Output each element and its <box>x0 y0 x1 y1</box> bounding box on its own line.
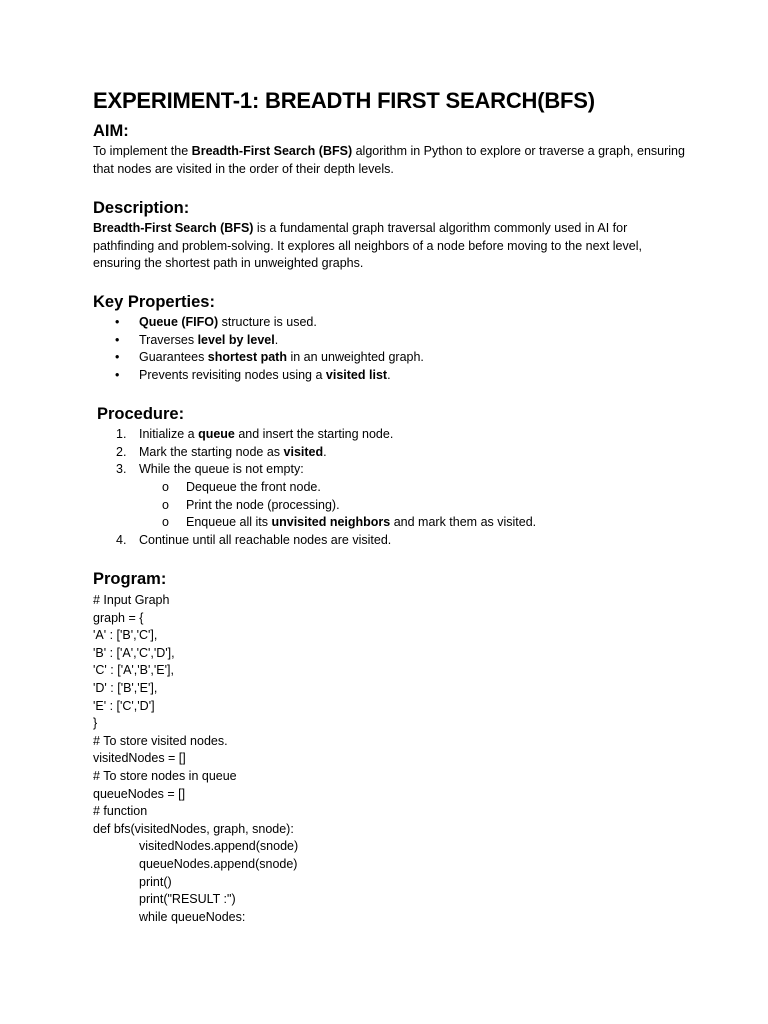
sub-bullet-marker: o <box>162 515 169 529</box>
text-pre: While the queue is not empty: <box>139 462 304 476</box>
text-bold: visited list <box>325 368 388 382</box>
aim-heading: AIM: <box>93 122 129 140</box>
page-title: EXPERIMENT-1: BREADTH FIRST SEARCH(BFS) <box>93 88 595 113</box>
text-pre: Prevents revisiting nodes using a <box>139 368 326 382</box>
substep-text <box>186 514 536 532</box>
code-line: queueNodes.append(snode) <box>139 857 298 871</box>
code-line: } <box>93 716 98 730</box>
list-item-text <box>139 349 424 367</box>
step-number: 1. <box>116 427 127 441</box>
step-text <box>139 426 393 444</box>
text-post: . <box>274 333 279 347</box>
substep-text <box>186 497 340 515</box>
code-line: print() <box>139 875 172 889</box>
text-pre: Traverses <box>139 333 198 347</box>
code-line: # function <box>93 804 148 818</box>
text-bold: queue <box>198 427 235 441</box>
code-line: 'E' : ['C','D'] <box>93 699 155 713</box>
aim-text-bold: Breadth-First Search (BFS) <box>191 144 353 158</box>
step-text <box>139 444 327 462</box>
bullet-marker: • <box>115 350 120 364</box>
text-pre: Print the node (processing). <box>186 498 340 512</box>
description-text-post: is a fundamental graph traversal algorithm commonly used in AI for pathfinding and problem-solving. It explores all neighbors of a node before moving to the next level, ensuring the shortest path in unweighted graphs. <box>93 221 642 271</box>
text-post: and mark them as visited. <box>390 515 537 529</box>
aim-text-pre: To implement the <box>93 144 192 158</box>
code-line: # To store visited nodes. <box>93 734 228 748</box>
step-number: 4. <box>116 533 127 547</box>
key-properties-heading: Key Properties: <box>93 293 215 311</box>
text-post: in an unweighted graph. <box>286 350 424 364</box>
substep-text <box>186 479 321 497</box>
text-post: structure is used. <box>218 315 317 329</box>
description-heading: Description: <box>93 199 190 217</box>
step-text <box>139 532 391 550</box>
code-line: visitedNodes = [] <box>93 751 186 765</box>
text-pre: Guarantees <box>139 350 208 364</box>
code-line: print("RESULT :") <box>139 892 236 906</box>
aim-text-post: algorithm in Python to explore or traverse a graph, ensuring that nodes are visited in the order of their depth levels. <box>93 144 685 176</box>
sub-bullet-marker: o <box>162 480 169 494</box>
code-line: # Input Graph <box>93 593 170 607</box>
bullet-marker: • <box>115 333 120 347</box>
step-text <box>139 461 304 479</box>
text-post: . <box>323 445 327 459</box>
aim-paragraph <box>93 143 693 178</box>
text-bold: shortest path <box>207 350 287 364</box>
text-bold: visited <box>283 445 324 459</box>
text-bold: level by level <box>197 333 275 347</box>
text-pre: Mark the starting node as <box>139 445 284 459</box>
text-pre: Continue until all reachable nodes are visited. <box>139 533 392 547</box>
list-item-text <box>139 367 391 385</box>
bullet-marker: • <box>115 368 120 382</box>
code-line: 'A' : ['B','C'], <box>93 628 158 642</box>
step-number: 2. <box>116 445 127 459</box>
code-line: 'D' : ['B','E'], <box>93 681 158 695</box>
code-line: 'C' : ['A','B','E'], <box>93 663 174 677</box>
text-pre: Enqueue all its <box>186 515 272 529</box>
text-pre: Initialize a <box>139 427 199 441</box>
code-line: graph = { <box>93 611 144 625</box>
code-line: queueNodes = [] <box>93 787 186 801</box>
code-line: 'B' : ['A','C','D'], <box>93 646 175 660</box>
code-line: def bfs(visitedNodes, graph, snode): <box>93 822 294 836</box>
procedure-heading: Procedure: <box>97 405 185 423</box>
code-line: # To store nodes in queue <box>93 769 237 783</box>
code-line: visitedNodes.append(snode) <box>139 839 299 853</box>
step-number: 3. <box>116 462 127 476</box>
list-item-text <box>139 314 317 332</box>
text-post: and insert the starting node. <box>234 427 394 441</box>
description-text-bold: Breadth-First Search (BFS) <box>93 221 254 235</box>
description-paragraph <box>93 220 683 273</box>
text-post: . <box>387 368 391 382</box>
sub-bullet-marker: o <box>162 498 169 512</box>
program-heading: Program: <box>93 570 167 588</box>
text-bold: unvisited neighbors <box>271 515 391 529</box>
list-item-text <box>139 332 278 350</box>
text-pre: Dequeue the front node. <box>186 480 321 494</box>
text-bold: Queue (FIFO) <box>139 315 219 329</box>
bullet-marker: • <box>115 315 120 329</box>
code-line: while queueNodes: <box>139 910 246 924</box>
